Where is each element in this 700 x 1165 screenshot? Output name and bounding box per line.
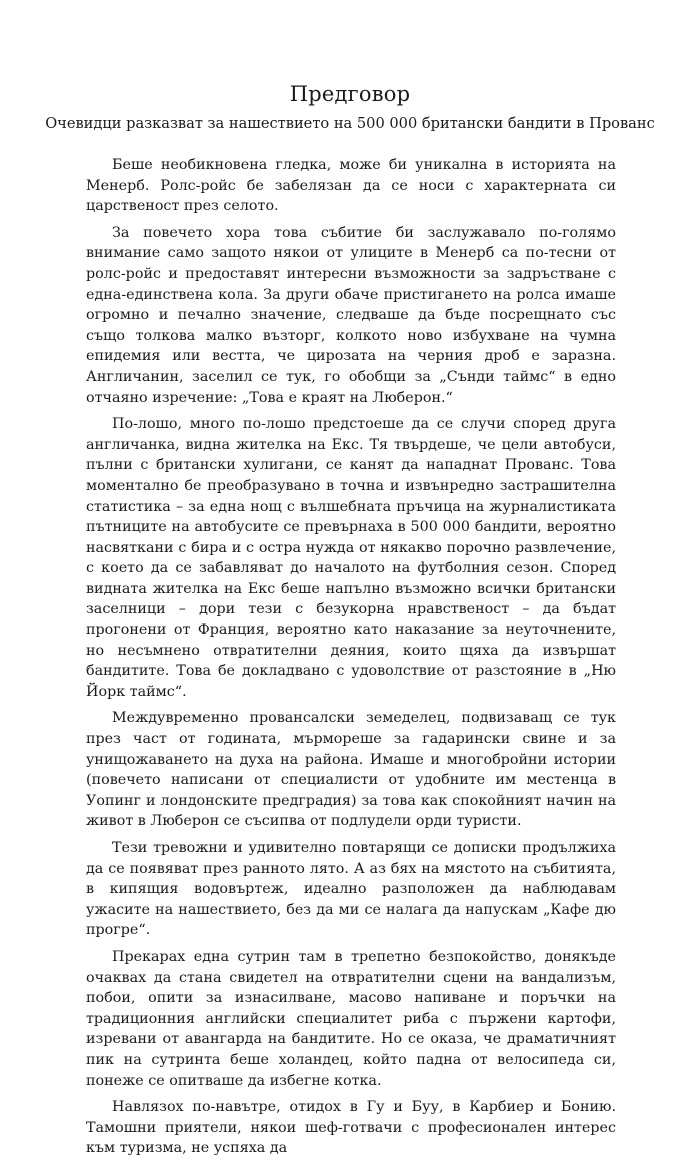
page-title: Предговор xyxy=(289,82,411,106)
paragraph: За повечето хора това събитие би заслужавало по-голямо внимание само защото някои от улиците в Менерб са по-тесни от ролс-ройс и предоставят интересни възможности за задръстване с една-единствена кола. За други обаче пристигането на ролса имаше огромно и печално значение, следваше да бъде посрещнато със също толкова малко възторг, колкото ново избухване на чумна епидемия или вестта, че цирозата на черния дроб е заразна. Англичанин, заселил се тук, го обобщи за „Сънди таймс“ в едно отчаяно изречение: „Това е краят на Люберон.“ xyxy=(86,224,616,406)
paragraph: Тези тревожни и удивително повтарящи се дописки продължиха да се появяват през ранното лято. А аз бях на мястото на събитията, в кипящия водовъртеж, идеално разположен да наблюдавам ужасите на нашествието, без да ми се налага да напускам „Кафе дю прогре“. xyxy=(86,840,616,939)
paragraph: Междувременно провансалски земеделец, подвизаващ се тук през част от годината, мърмореше за гадарински свине и за унищожаването на духа на района. Имаше и многобройни истории (повечето написани от специалисти от удобните им местенца в Уопинг и лондонските предградия) за това как спокойният начин на живот в Люберон се съсипва от подлудели орди туристи. xyxy=(86,710,616,830)
paragraph: Прекарах една сутрин там в трепетно безпокойство, донякъде очаквах да стана свидетел на отвратителни сцени на вандализъм, побои, опити за изнасилване, масово напиване и поръчки на традиционния английски специалитет риба с пържени картофи, изревани от авангарда на бандитите. Но се оказа, че драматичният пик на сутринта беше холандец, който падна от велосипеда си, понеже се опитваше да избегне котка. xyxy=(86,948,616,1089)
paragraph: По-лошо, много по-лошо предстоеше да се случи според друга англичанка, видна жителка на Екс. Тя твърдеше, че цели автобуси, пълни с британски хулигани, се канят да нападнат Прованс. Това моментално бе преобразувано в точна и извънредно застрашителна статистика – за една нощ с вълшебната пръчица на журналистиката пътниците на автобусите се превърнаха в 500 000 бандити, вероятно насвяткани с бира и с остра нужда от някакво порочно развлечение, с което да се забавляват до началото на футболния сезон. Според видната жителка на Екс беше напълно възможно всички британски заселници – дори тези с безукорна нравственост – да бъдат прогонени от Франция, вероятно като наказание за неуточнените, но несъмнено отвратителни деяния, които щяха да извършат бандитите. Това бе докладвано с удоволствие от разстояние в „Ню Йорк таймс“. xyxy=(86,416,616,700)
paragraph: Беше необикновена гледка, може би уникална в историята на Менерб. Ролс-ройс бе забелязан да се носи с характерната си царственост през селото. xyxy=(86,157,616,215)
page-subtitle: Очевидци разказват за нашествието на 500 000 британски бандити в Прованс xyxy=(45,115,655,132)
body-text xyxy=(86,155,616,1165)
paragraph: Навлязох по-навътре, отидох в Гу и Буу, в Карбиер и Бонию. Тамошни приятели, някои шеф-готвачи с професионален интерес към туризма, не успяха да xyxy=(86,1099,616,1157)
